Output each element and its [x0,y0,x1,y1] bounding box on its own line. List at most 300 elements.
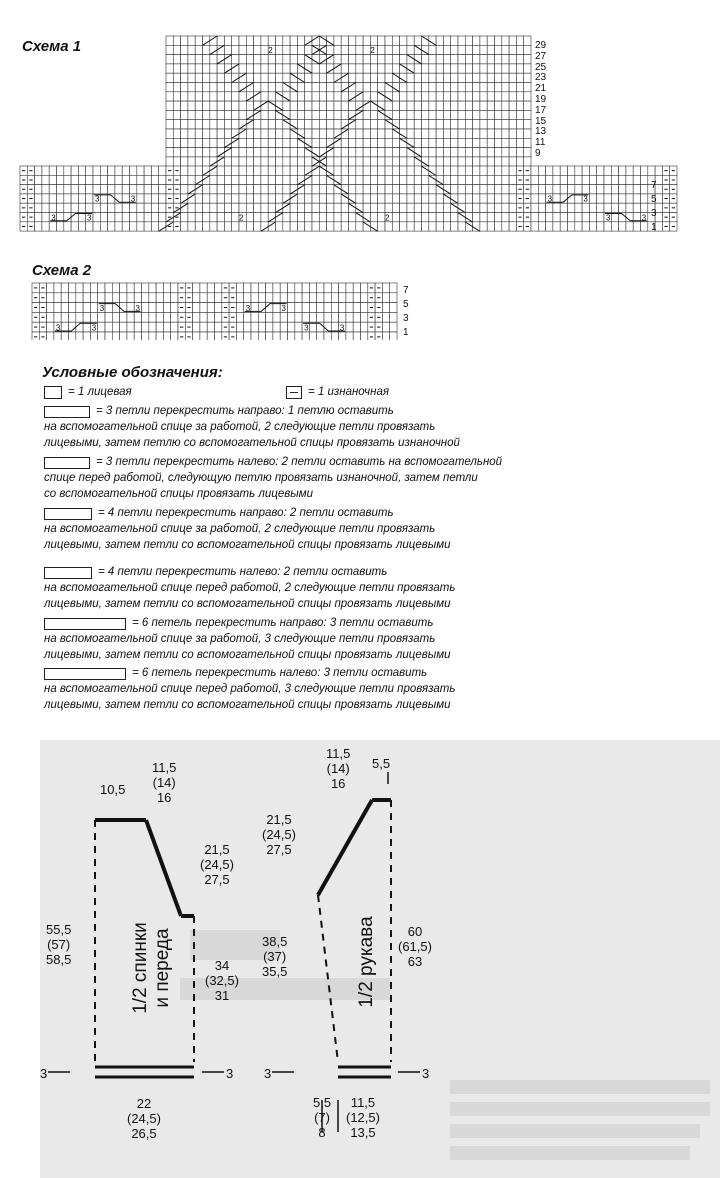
chart-cell [353,293,360,303]
chart-cell [400,213,407,222]
chart-cell [181,92,188,101]
chart-cell [288,312,295,322]
chart-cell [495,55,502,64]
chart-cell [290,222,297,231]
chart-cell [422,148,429,157]
chart-cell [502,101,509,110]
chart-cell [210,222,217,231]
chart-cell [224,101,231,110]
chart-cell [509,36,516,45]
chart-cell [64,222,71,231]
chart-cell [283,129,290,138]
row-number: 7 [651,180,657,191]
chart-cell [142,303,149,313]
chart-cell [283,45,290,54]
chart-cell [370,73,377,82]
chart-cell [108,166,115,175]
chart-cell [331,312,338,322]
chart-cell [339,293,346,303]
chart-cell [86,203,93,212]
chart-cell [465,185,472,194]
chart-cell [302,303,309,313]
chart-cell [382,312,389,322]
chart-cell [334,213,341,222]
chart-cell [317,332,324,340]
chart-cell [224,222,231,231]
chart-cell [480,185,487,194]
chart-cell [553,185,560,194]
chart-cell [130,175,137,184]
chart-cell [83,303,90,313]
chart-cell [495,129,502,138]
chart-cell [429,166,436,175]
chart-cell [458,64,465,73]
chart-cell [356,120,363,129]
chart-cell [436,55,443,64]
chart-cell [171,332,178,340]
chart-cell [305,110,312,119]
chart-cell [407,222,414,231]
chart-cell [363,83,370,92]
chart-cell [232,138,239,147]
chart-cell [604,185,611,194]
chart-cell [268,120,275,129]
chart-cell [246,213,253,222]
chart-cell [39,332,46,340]
chart-cell [283,157,290,166]
chart-cell [276,203,283,212]
chart-cell [290,138,297,147]
chart-cell [224,148,231,157]
row-number: 7 [403,285,409,296]
chart-cell [480,64,487,73]
chart-cell [341,166,348,175]
chart-cell [480,36,487,45]
chart-cell [305,157,312,166]
chart-cell [173,120,180,129]
chart-cell [47,322,54,332]
chart-cell [251,332,258,340]
chart-cell [217,194,224,203]
chart-cell [244,283,251,293]
chart-cell [334,120,341,129]
chart-cell [159,194,166,203]
chart-cell [203,138,210,147]
chart-cell [144,203,151,212]
cable-symbol [44,508,92,520]
chart-cell [151,222,158,231]
chart-cell [356,83,363,92]
chart-cell [173,157,180,166]
chart-cell [502,110,509,119]
chart-cell [127,312,134,322]
cable-symbol [44,567,92,579]
cable-symbol [44,457,90,469]
chart-cell [407,120,414,129]
chart-cell [524,101,531,110]
chart-cell [47,293,54,303]
chart-cell [429,157,436,166]
chart-cell [633,203,640,212]
chart-cell [108,185,115,194]
chart-cell [144,166,151,175]
chart-cell [203,120,210,129]
chart-cell [334,83,341,92]
chart-cell [414,148,421,157]
chart-cell [575,203,582,212]
chart-cell [173,36,180,45]
chart-cell [134,293,141,303]
chart-cell [370,110,377,119]
legend-line: на вспомогательной спице перед работой, 2 следующие петли провязать [44,582,456,594]
chart-cell [142,322,149,332]
cable-label: 3 [245,303,251,313]
chart-cell [487,101,494,110]
chart-cell [400,83,407,92]
chart-cell [239,194,246,203]
chart-cell [200,332,207,340]
chart-cell [334,101,341,110]
chart-cell [273,312,280,322]
chart-cell [261,36,268,45]
chart-cell [83,293,90,303]
chart-cell [429,36,436,45]
chart-cell [239,36,246,45]
chart-cell [443,213,450,222]
chart-cell [61,283,68,293]
chart-cell [597,166,604,175]
chart-cell [166,129,173,138]
chart-cell [239,92,246,101]
chart-cell [254,64,261,73]
chart-cell [502,83,509,92]
chart-cell [134,312,141,322]
chart-cell [414,92,421,101]
chart-cell [210,45,217,54]
chart-cell [458,45,465,54]
chart-cell [64,203,71,212]
chart-cell [173,148,180,157]
chart-cell [473,92,480,101]
cable-label: 2 [370,46,375,56]
chart-cell [334,110,341,119]
chart-cell [400,129,407,138]
chart-cell [327,138,334,147]
chart-cell [575,185,582,194]
chart-cell [283,213,290,222]
chart-cell [224,55,231,64]
chart-cell [254,138,261,147]
chart-cell [378,45,385,54]
cable-label: 3 [95,194,100,204]
chart-cell [254,203,261,212]
sleeve-total-dim: 60 (61,5) 63 [398,924,432,969]
chart-cell [195,138,202,147]
chart-cell [302,293,309,303]
chart-cell [407,213,414,222]
chart-cell [283,101,290,110]
chart-cell [181,110,188,119]
chart-cell [137,175,144,184]
chart-cell [370,83,377,92]
chart-cell [356,129,363,138]
chart-cell [356,185,363,194]
chart-cell [349,138,356,147]
cable-label: 3 [135,303,140,313]
chart-cell [188,73,195,82]
chart-cell [370,213,377,222]
chart-cell [93,213,100,222]
chart-cell [487,110,494,119]
chart-cell [144,222,151,231]
chart-cell [407,194,414,203]
chart-cell [100,175,107,184]
chart-cell [273,332,280,340]
chart-cell [210,36,217,45]
chart-cell [429,203,436,212]
chart-cell [633,185,640,194]
chart-cell [407,83,414,92]
chart-cell [392,55,399,64]
chart-cell [324,283,331,293]
legend-line: лицевыми, затем петли со вспомогательной спицы провязать лицевыми [44,699,451,711]
cable-label: 3 [99,303,105,313]
legend-line: лицевыми, затем петлю со вспомогательной спицы провязать изнаночной [44,437,460,449]
chart-cell [276,138,283,147]
chart-cell [422,138,429,147]
chart-cell [619,203,626,212]
chart-cell [210,157,217,166]
chart-cell [487,222,494,231]
chart-cell [122,222,129,231]
chart-cell [451,36,458,45]
chart-cell [436,194,443,203]
chart-cell [370,55,377,64]
chart-cell [392,138,399,147]
chart-cell [597,203,604,212]
chart-cell [443,138,450,147]
chart-cell [597,222,604,231]
chart-cell [341,138,348,147]
chart-cell [151,203,158,212]
chart-cell [346,332,353,340]
chart-cell [443,110,450,119]
chart-cell [47,303,54,313]
chart-cell [276,194,283,203]
chart-cell [295,322,302,332]
chart-cell [611,203,618,212]
chart-cell [229,332,236,340]
chart-cell [589,222,596,231]
chart-cell [290,157,297,166]
chart-cell [480,148,487,157]
chart-cell [378,203,385,212]
chart-cell [382,322,389,332]
chart-cell [429,129,436,138]
chart-cell [188,222,195,231]
chart-cell [509,120,516,129]
chart-cell [203,73,210,82]
chart-cell [222,332,229,340]
chart-cell [451,120,458,129]
chart-cell [246,175,253,184]
chart-cell [317,283,324,293]
chart-cell [356,138,363,147]
chart-cell [324,293,331,303]
chart-cell [83,283,90,293]
body-label: 1/2 спинки и переда [130,922,173,1014]
chart-cell [339,312,346,322]
chart-cell [71,185,78,194]
chart-cell [524,148,531,157]
chart-cell [290,92,297,101]
chart-cell [589,194,596,203]
chart-cell [217,36,224,45]
chart-cell [436,157,443,166]
chart-cell [283,110,290,119]
chart-cell [76,293,83,303]
chart-cell [290,73,297,82]
chart-cell [495,83,502,92]
chart-cell [283,166,290,175]
chart-cell [443,175,450,184]
chart-cell [181,213,188,222]
body-rib-right-dim: 3 [226,1066,234,1081]
chart-cell [502,55,509,64]
chart-cell [349,73,356,82]
chart-cell [458,185,465,194]
chart-cell [188,110,195,119]
chart-cell [509,213,516,222]
chart-cell [524,83,531,92]
chart-cell [266,283,273,293]
chart-cell [317,303,324,313]
chart-cell [641,185,648,194]
chart-cell [531,175,538,184]
chart-cell [142,312,149,322]
chart-cell [382,293,389,303]
chart-cell [400,101,407,110]
chart-cell [538,175,545,184]
chart-cell [93,222,100,231]
cable-label: 3 [281,303,286,313]
chart-cell [115,166,122,175]
chart-cell [203,36,210,45]
chart-cell [239,148,246,157]
chart-cell [173,101,180,110]
chart-cell [392,148,399,157]
chart-cell [407,36,414,45]
chart-cell [341,175,348,184]
chart-cell [356,92,363,101]
chart-cell [407,148,414,157]
chart-cell [370,148,377,157]
chart-cell [327,55,334,64]
chart-cell [195,83,202,92]
chart-cell [193,332,200,340]
chart-cell [480,73,487,82]
chart-cell [115,175,122,184]
chart-cell [458,129,465,138]
chart-cell [458,101,465,110]
chart-cell [495,213,502,222]
chart-cell [268,203,275,212]
chart-cell [487,73,494,82]
chart-cell [224,166,231,175]
chart-cell [203,45,210,54]
chart-cell [283,175,290,184]
chart-cell [641,175,648,184]
chart-cell [385,83,392,92]
chart-cell [276,110,283,119]
chart-cell [171,303,178,313]
legend-line: = 4 петли перекрестить налево: 2 петли оставить [98,566,388,578]
chart-cell [246,185,253,194]
chart-cell [451,185,458,194]
sleeve-bottom-a-dim: 5,5 (7) 8 [313,1095,332,1140]
chart-cell [195,110,202,119]
chart-cell [560,185,567,194]
chart-cell [276,101,283,110]
chart-cell [531,194,538,203]
chart-cell [385,64,392,73]
chart-cell [524,157,531,166]
chart-cell [108,213,115,222]
chart-cell [317,312,324,322]
chart-cell [86,175,93,184]
chart-cell [115,222,122,231]
chart-cell [407,55,414,64]
chart-cell [254,222,261,231]
chart-cell [349,101,356,110]
chart-cell [363,110,370,119]
chart-cell [633,175,640,184]
chart-cell [195,101,202,110]
chart-cell [224,194,231,203]
sleeve-rib-right-dim: 3 [422,1066,430,1081]
chart-cell [217,185,224,194]
chart-cell [268,64,275,73]
chart-cell [353,322,360,332]
chart-cell [112,322,119,332]
chart-cell [353,312,360,322]
chart-cell [429,83,436,92]
chart-cell [47,312,54,322]
chart-cell [163,312,170,322]
chart-cell [487,120,494,129]
chart-cell [246,64,253,73]
chart-cell [254,185,261,194]
chart-cell [451,110,458,119]
chart-cell [312,194,319,203]
chart-cell [480,166,487,175]
chart-cell [378,55,385,64]
chart-cell [436,203,443,212]
chart-cell [268,157,275,166]
chart-cell [392,166,399,175]
chart-cell [509,194,516,203]
chart-cell [414,157,421,166]
chart-cell [305,36,312,45]
chart-cell [341,157,348,166]
chart-cell [57,185,64,194]
chart-cell [422,110,429,119]
chart-cell [524,92,531,101]
chart-cell [597,194,604,203]
chart-cell [516,110,523,119]
chart-cell [361,293,368,303]
chart-cell [509,64,516,73]
